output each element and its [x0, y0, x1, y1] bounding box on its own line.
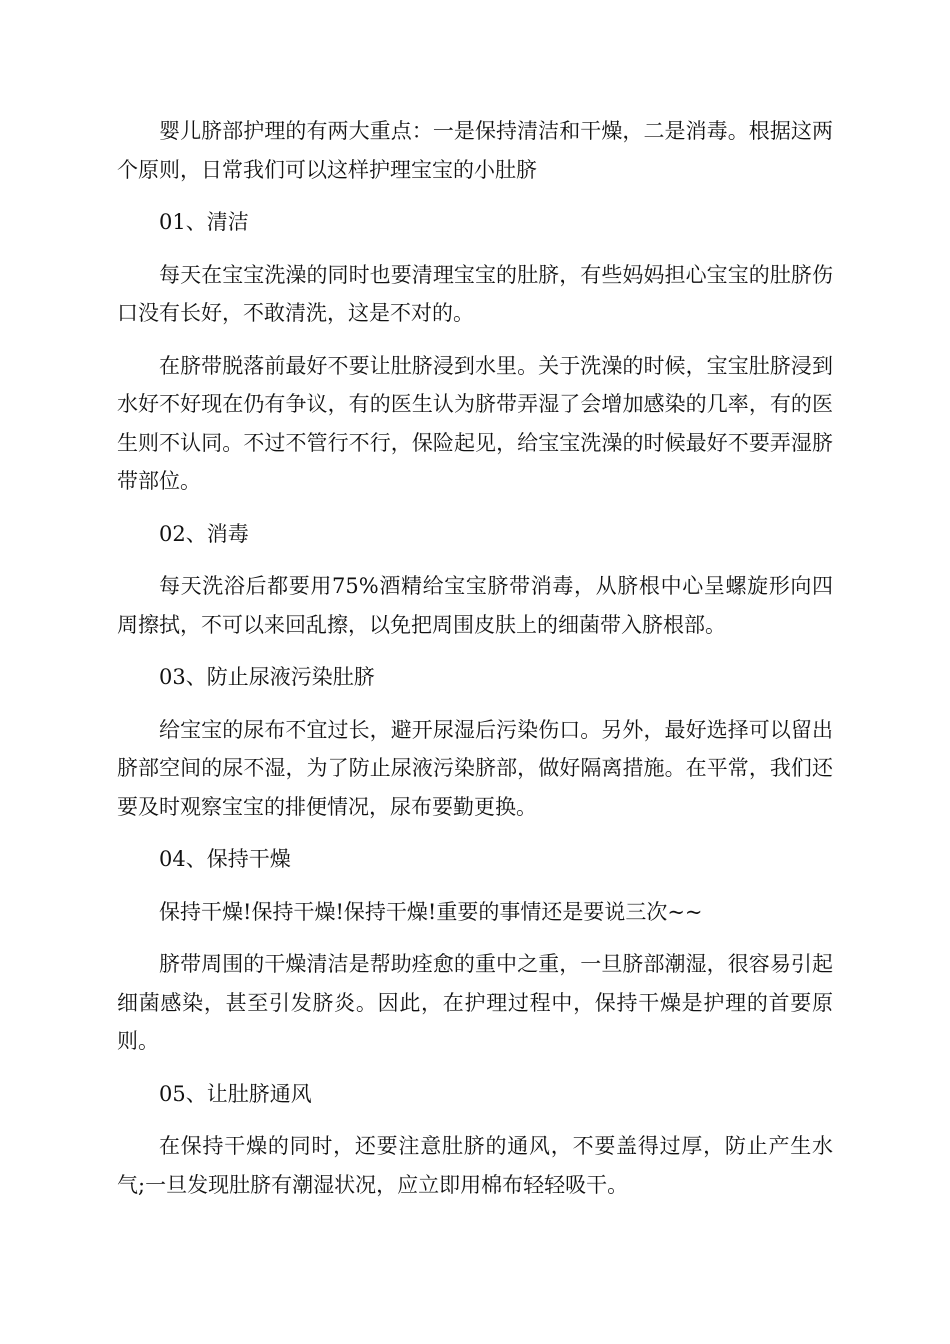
section-heading-ventilation: 05、让肚脐通风 — [159, 1081, 312, 1106]
section-heading-cleaning: 01、清洁 — [159, 210, 249, 234]
section-heading-urine-protection: 03、防止尿液污染肚脐 — [159, 665, 375, 689]
intro-paragraph: 婴儿脐部护理的有两大重点：一是保持清洁和干燥，二是消毒。根据这两个原则，日常我们可以这样护理宝宝的小肚脐 — [117, 119, 833, 182]
cleaning-paragraph-2: 在脐带脱落前最好不要让肚脐浸到水里。关于洗澡的时候，宝宝肚脐浸到水好不好现在仍有争议，有的医生认为脐带弄湿了会增加感染的几率，有的医生则不认同。不过不管行不行，保险起见，给宝宝洗澡的时候最好不要弄湿脐带部位。 — [117, 353, 833, 493]
section-heading-keep-dry: 04、保持干燥 — [159, 847, 291, 871]
ventilation-paragraph: 在保持干燥的同时，还要注意肚脐的通风，不要盖得过厚，防止产生水气;一旦发现肚脐有潮湿状况，应立即用棉布轻轻吸干。 — [117, 1134, 833, 1197]
keep-dry-paragraph-1: 保持干燥!保持干燥!保持干燥!重要的事情还是要说三次~~ — [159, 899, 703, 924]
cleaning-paragraph-1: 每天在宝宝洗澡的同时也要清理宝宝的肚脐，有些妈妈担心宝宝的肚脐伤口没有长好，不敢清洗，这是不对的。 — [117, 262, 833, 325]
section-heading-disinfection: 02、消毒 — [159, 521, 249, 546]
disinfection-paragraph: 每天洗浴后都要用75%酒精给宝宝脐带消毒，从脐根中心呈螺旋形向四周擦拭，不可以来回乱擦，以免把周围皮肤上的细菌带入脐根部。 — [117, 574, 833, 637]
keep-dry-paragraph-2: 脐带周围的干燥清洁是帮助痊愈的重中之重，一旦脐部潮湿，很容易引起细菌感染，甚至引发脐炎。因此，在护理过程中，保持干燥是护理的首要原则。 — [117, 952, 833, 1053]
document-body — [117, 112, 833, 1218]
urine-protection-paragraph: 给宝宝的尿布不宜过长，避开尿湿后污染伤口。另外，最好选择可以留出脐部空间的尿不湿，为了防止尿液污染脐部，做好隔离措施。在平常，我们还要及时观察宝宝的排便情况，尿布要勤更换。 — [117, 717, 833, 819]
